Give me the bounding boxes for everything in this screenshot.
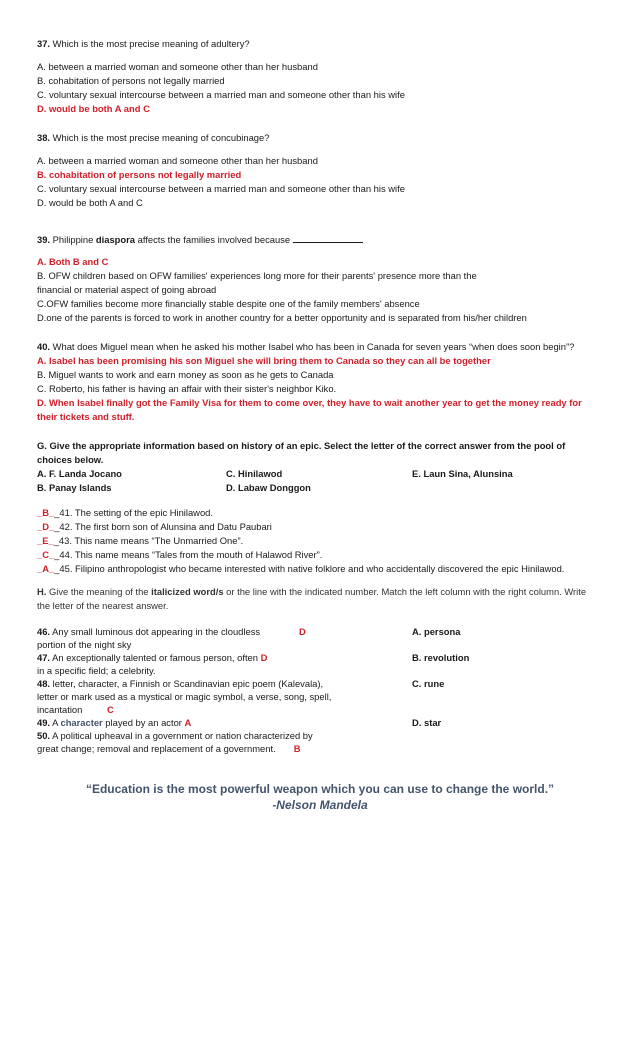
item-42: _D__42. The first born son of Alunsina and Datu Paubari (37, 521, 272, 532)
section-h (37, 585, 603, 613)
option-38-a: A. between a married woman and someone other than her husband (37, 155, 318, 166)
match-a: A. persona (412, 626, 461, 637)
item-48-cont: letter or mark used as a mystical or magic symbol, a verse, song, spell, (37, 691, 332, 702)
option-37-a: A. between a married woman and someone other than her husband (37, 61, 318, 72)
item-41: _B__41. The setting of the epic Hinilawod. (37, 507, 213, 518)
match-d: D. star (412, 717, 442, 728)
option-40-d-answer: D. When Isabel finally got the Family Visa for them to come over, they have to wait another year to get the money ready for their tickets and stuff. (37, 397, 582, 422)
item-48-cont2: incantation (37, 704, 83, 715)
option-40-b: B. Miguel wants to work and earn money as soon as he gets to Canada (37, 369, 334, 380)
option-39-a-answer: A. Both B and C (37, 256, 109, 267)
answer-49: A (184, 717, 192, 728)
match-b: B. revolution (412, 652, 470, 663)
answer-48: C (107, 704, 114, 715)
answer-50: B (293, 743, 301, 754)
choice-b: B. Panay Islands (37, 482, 112, 493)
option-38-d: D. would be both A and C (37, 197, 143, 208)
match-c: C. rune (412, 678, 445, 689)
option-37-b: B. cohabitation of persons not legally married (37, 75, 225, 86)
option-39-b-cont: financial or material aspect of going abroad (37, 284, 217, 295)
question-38 (37, 131, 603, 210)
item-46: 46. Any small luminous dot appearing in the cloudless (37, 626, 261, 637)
choice-e: E. Laun Sina, Alunsina (412, 468, 513, 479)
option-38-b-answer: B. cohabitation of persons not legally married (37, 169, 242, 180)
item-46-cont: portion of the night sky (37, 639, 132, 650)
option-39-b: B. OFW children based on OFW families' experiences long more for their parents' presence more than the (37, 270, 477, 281)
item-43: _E__43. This name means “The Unmarried One”. (37, 535, 244, 546)
option-40-c: C. Roberto, his father is having an affair with their sister's neighbor Kiko. (37, 383, 337, 394)
italicized-word: character (60, 717, 103, 728)
choice-a: A. F. Landa Jocano (37, 468, 122, 479)
quote-text: “Education is the most powerful weapon which you can use to change the world.” (85, 782, 555, 796)
option-39-d: D.one of the parents is forced to work in another country for a better opportunity and is separated from his/her children (37, 312, 527, 323)
question-40 (37, 340, 603, 424)
question-39-stem: 39. Philippine diaspora affects the families involved because (37, 233, 603, 247)
item-50-cont: great change; removal and replacement of a government. B (37, 743, 301, 754)
choice-d: D. Labaw Donggon (226, 482, 311, 493)
choice-pool (37, 467, 603, 495)
question-37 (37, 37, 603, 116)
item-48: 48. letter, character, a Finnish or Scandinavian epic poem (Kalevala), (37, 678, 324, 689)
option-38-c: C. voluntary sexual intercourse between a married man and someone other than his wife (37, 183, 405, 194)
question-40-stem: 40. What does Miguel mean when he asked his mother Isabel who has been in Canada for seven years “when does soon begin”? (37, 341, 575, 352)
question-38-stem: 38. Which is the most precise meaning of concubinage? (37, 132, 270, 143)
section-g-instruction: G. Give the appropriate information based on history of an epic. Select the letter of the correct answer from the pool of choices below. (37, 440, 566, 465)
quote-author: -Nelson Mandela (272, 798, 368, 812)
section-g (37, 439, 603, 576)
answer-47: D (260, 652, 268, 663)
item-45: _A__45. Filipino anthropologist who became interested with native folklore and who accidentally discovered the epic Hinilawod. (37, 563, 565, 574)
item-47-cont: in a specific field; a celebrity. (37, 665, 156, 676)
item-47: 47. An exceptionally talented or famous person, often D (37, 652, 268, 663)
answer-46: D (299, 626, 306, 637)
question-39 (37, 233, 603, 325)
item-44: _C__44. This name means “Tales from the mouth of Halawod River”. (37, 549, 323, 560)
section-h-instruction: H. Give the meaning of the italicized word/s or the line with the indicated number. Match the left column with the right column. Write the letter of the nearest answer. (37, 586, 587, 611)
option-37-c: C. voluntary sexual intercourse between a married man and someone other than his wife (37, 89, 405, 100)
option-40-a: A. Isabel has been promising his son Miguel she will bring them to Canada so they can all be together (37, 355, 491, 366)
option-37-d-answer: D. would be both A and C (37, 103, 150, 114)
option-39-c: C.OFW families become more financially stable despite one of the family members' absence (37, 298, 420, 309)
item-50: 50. A political upheaval in a government or nation characterized by (37, 730, 313, 741)
quote (37, 781, 603, 813)
matching-table (37, 625, 603, 765)
choice-c: C. Hinilawod (226, 468, 283, 479)
question-37-stem: 37. Which is the most precise meaning of adultery? (37, 38, 250, 49)
answer-blank (293, 233, 363, 243)
item-49: 49. A character played by an actor A (37, 717, 192, 728)
